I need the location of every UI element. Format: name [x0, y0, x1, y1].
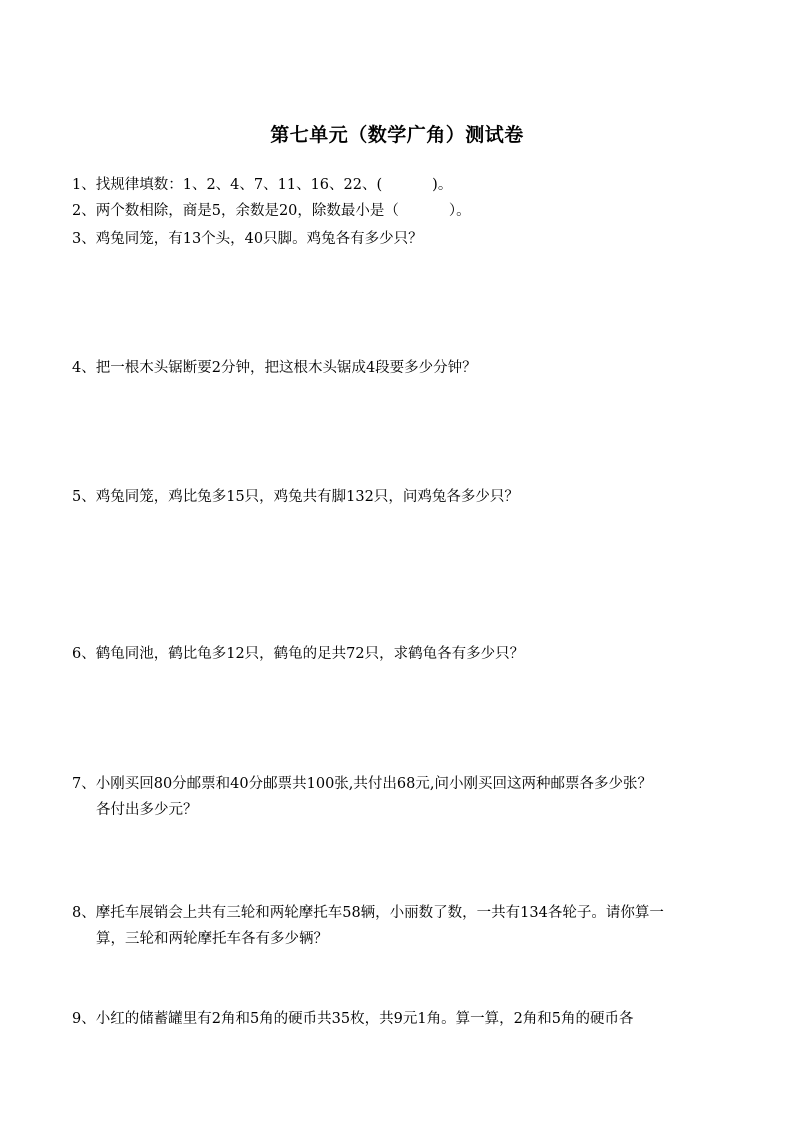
question-6: [72, 641, 732, 667]
question-number: 2、: [72, 203, 96, 219]
question-text-continued: 各付出多少元？: [96, 802, 198, 818]
question-text: 摩托车展销会上共有三轮和两轮摩托车58辆，小丽数了数，一共有134各轮子。请你算一: [95, 905, 664, 921]
question-number: 5、: [72, 489, 96, 505]
question-text: 小红的储蓄罐里有2角和5角的硬币共35枚，共9元1角。算一算，2角和5角的硬币各: [95, 1011, 634, 1027]
question-text: 两个数相除，商是5，余数是20，除数最小是（: [95, 203, 399, 219]
question-text-continued: 算，三轮和两轮摩托车各有多少辆？: [96, 931, 328, 947]
question-5: [72, 484, 732, 510]
question-text-end: ）。: [448, 203, 471, 219]
question-text: 鸡兔同笼，鸡比兔多15只，鸡兔共有脚132只，问鸡兔各多少只？: [95, 489, 519, 505]
question-8: [72, 900, 732, 952]
question-text-end: )。: [432, 177, 453, 193]
question-number: 7、: [72, 776, 96, 792]
question-4: [72, 355, 732, 381]
question-text: 找规律填数：1、2、4、7、11、16、22、(: [95, 177, 383, 193]
question-text: 鹤龟同池，鹤比龟多12只，鹤龟的足共72只，求鹤龟各有多少只？: [95, 646, 525, 662]
question-2: [72, 198, 732, 224]
question-3: [72, 226, 732, 252]
question-number: 3、: [72, 231, 96, 247]
question-7: [72, 771, 732, 823]
question-1: [72, 172, 732, 198]
page-title: 第七单元（数学广角）测试卷: [270, 124, 524, 146]
question-number: 1、: [72, 177, 96, 193]
question-text: 小刚买回80分邮票和40分邮票共100张,共付出68元,问小刚买回这两种邮票各多少张？: [95, 776, 652, 792]
question-text: 把一根木头锯断要2分钟，把这根木头锯成4段要多少分钟？: [95, 360, 477, 376]
question-9: [72, 1006, 732, 1032]
question-number: 4、: [72, 360, 96, 376]
question-number: 8、: [72, 905, 96, 921]
question-number: 9、: [72, 1011, 96, 1027]
question-text: 鸡兔同笼，有13个头，40只脚。鸡兔各有多少只？: [95, 231, 423, 247]
question-number: 6、: [72, 646, 96, 662]
